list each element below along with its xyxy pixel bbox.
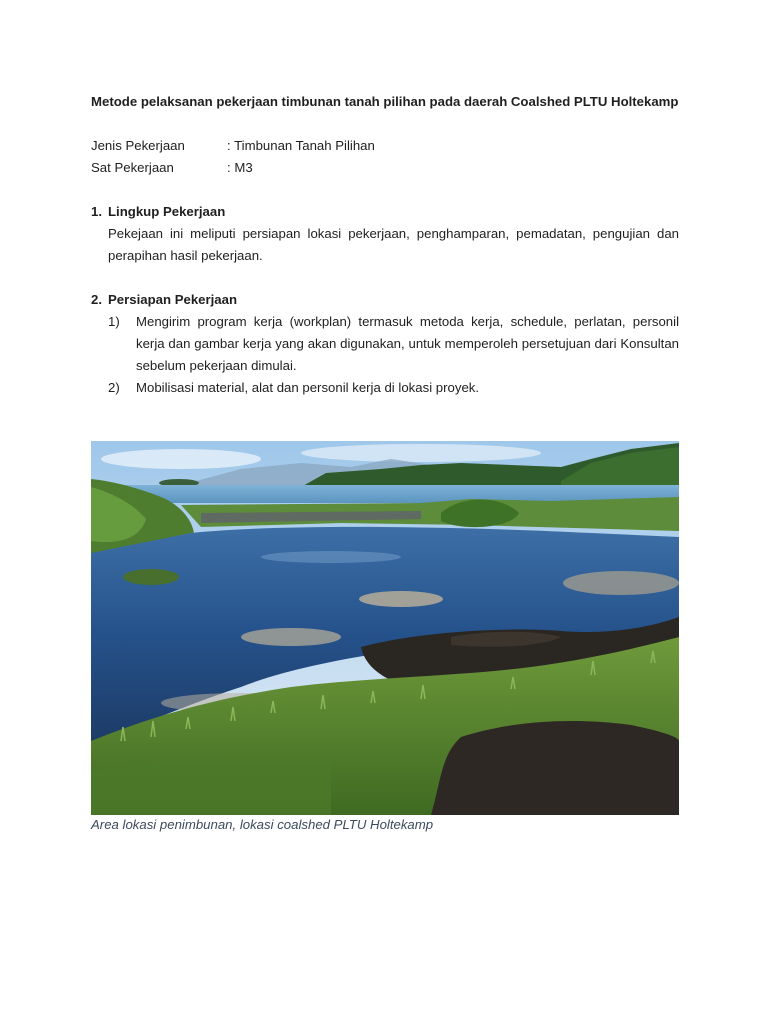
section-scope — [91, 201, 679, 267]
list-item-number: 2) — [108, 380, 120, 395]
work-info — [91, 135, 679, 179]
section-number: 1. — [91, 204, 102, 219]
work-unit-row — [91, 157, 679, 179]
list-item — [108, 311, 679, 377]
section-title: Persiapan Pekerjaan — [108, 292, 238, 307]
list-item-text: Mengirim program kerja (workplan) termasuk metoda kerja, schedule, perlatan, personil kerja dan gambar kerja yang akan digunakan, untuk memperoleh persetujuan dari Konsultan sebelum pekerjaan dimulai. — [136, 314, 679, 373]
list-item-number: 1) — [108, 314, 120, 329]
document-title: Metode pelaksanan pekerjaan timbunan tanah pilihan pada daerah Coalshed PLTU Holtekamp — [91, 94, 679, 109]
list-item — [108, 377, 679, 399]
work-type-value: : Timbunan Tanah Pilihan — [227, 138, 375, 153]
site-photo — [91, 441, 679, 815]
section-heading — [91, 289, 679, 311]
section-title: Lingkup Pekerjaan — [108, 204, 226, 219]
list-item-text: Mobilisasi material, alat dan personil kerja di lokasi proyek. — [136, 380, 480, 395]
document-body — [91, 91, 679, 399]
photo-caption: Area lokasi penimbunan, lokasi coalshed PLTU Holtekamp — [91, 817, 434, 832]
preparation-list — [108, 311, 679, 399]
work-unit-value: : M3 — [227, 160, 253, 175]
section-number: 2. — [91, 292, 102, 307]
work-unit-label: Sat Pekerjaan — [91, 160, 174, 175]
section-heading — [91, 201, 679, 223]
section-paragraph: Pekejaan ini meliputi persiapan lokasi pekerjaan, penghamparan, pemadatan, pengujian dan perapihan hasil pekerjaan. — [108, 226, 679, 263]
work-type-row — [91, 135, 679, 157]
work-type-label: Jenis Pekerjaan — [91, 138, 185, 153]
section-preparation — [91, 289, 679, 399]
